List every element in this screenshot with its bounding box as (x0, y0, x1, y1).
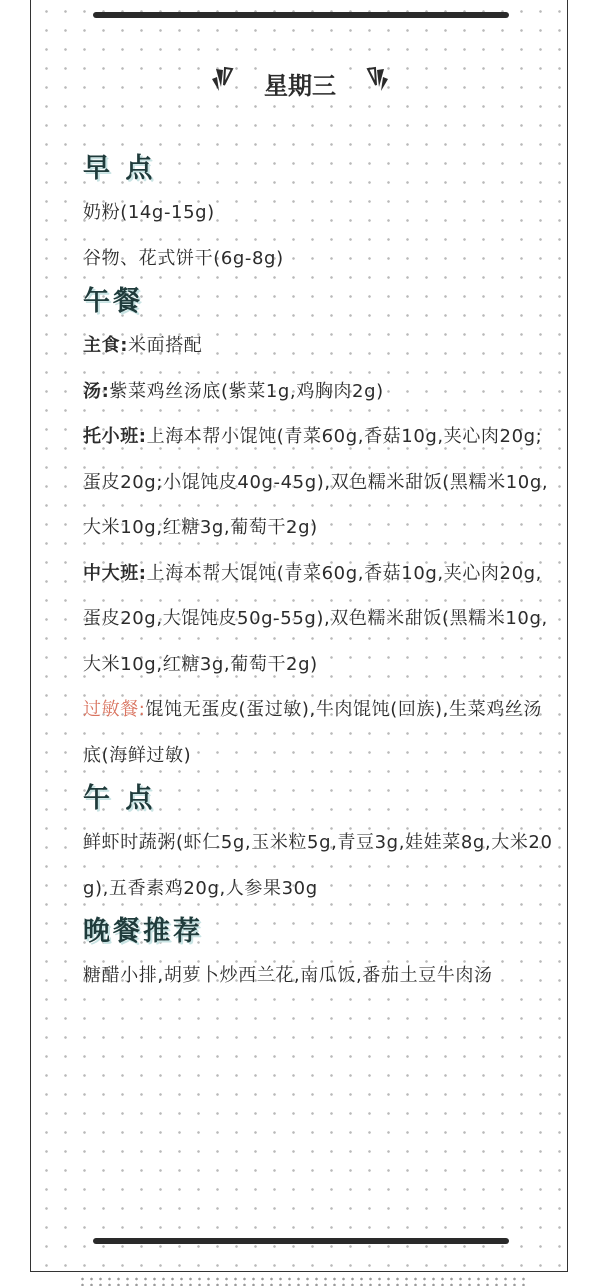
bottom-divider-bar (93, 1238, 509, 1244)
soup-text: 紫菜鸡丝汤底(紫菜1g,鸡胸肉2g) (109, 380, 384, 402)
section-title-afternoon: 午 点 (83, 783, 156, 814)
lunch-zhongda (83, 551, 553, 688)
menu-content (83, 148, 553, 999)
title-row (31, 58, 569, 108)
tuoxiao-label: 托小班: (83, 426, 147, 447)
right-sparkle-icon (358, 65, 390, 101)
menu-card (30, 0, 568, 1272)
section-title-dinner: 晚餐推荐 (83, 916, 203, 947)
section-title-breakfast: 早 点 (83, 153, 156, 184)
staple-label: 主食: (83, 335, 128, 356)
top-divider-bar (93, 12, 509, 18)
left-sparkle-icon (210, 65, 242, 101)
allergy-text: 馄饨无蛋皮(蛋过敏),牛肉馄饨(回族),生菜鸡丝汤底(海鲜过敏) (83, 699, 542, 766)
zhongda-label: 中大班: (83, 562, 147, 584)
breakfast-line-2: 谷物、花式饼干(6g-8g) (83, 247, 284, 269)
breakfast-line-1: 奶粉(14g-15g) (83, 202, 215, 223)
zhongda-text: 上海本帮大馄饨(青菜60g,香菇10g,夹心肉20g,蛋皮20g,大馄饨皮50g-55g),双色糯米甜饭(黑糯米10g,大米10g,红糖3g,葡萄干2g) (83, 562, 548, 675)
lunch-soup (83, 369, 553, 415)
bottom-dot-border (78, 1276, 528, 1286)
lunch-staple (83, 323, 553, 369)
dinner-text: 糖醋小排,胡萝卜炒西兰花,南瓜饭,番茄土豆牛肉汤 (83, 965, 493, 986)
allergy-label: 过敏餐: (83, 699, 146, 720)
lunch-allergy (83, 687, 553, 778)
section-title-lunch: 午餐 (83, 286, 143, 317)
staple-text: 米面搭配 (128, 335, 203, 356)
tuoxiao-text: 上海本帮小馄饨(青菜60g,香菇10g,夹心肉20g;蛋皮20g;小馄饨皮40g-45g),双色糯米甜饭(黑糯米10g,大米10g,红糖3g,葡萄干2g) (83, 426, 549, 538)
afternoon-text: 鲜虾时蔬粥(虾仁5g,玉米粒5g,青豆3g,娃娃菜8g,大米20g),五香素鸡20g,人参果30g (83, 832, 553, 899)
page-title: 星期三 (260, 66, 340, 101)
lunch-tuoxiao (83, 414, 553, 551)
soup-label: 汤: (83, 380, 110, 402)
